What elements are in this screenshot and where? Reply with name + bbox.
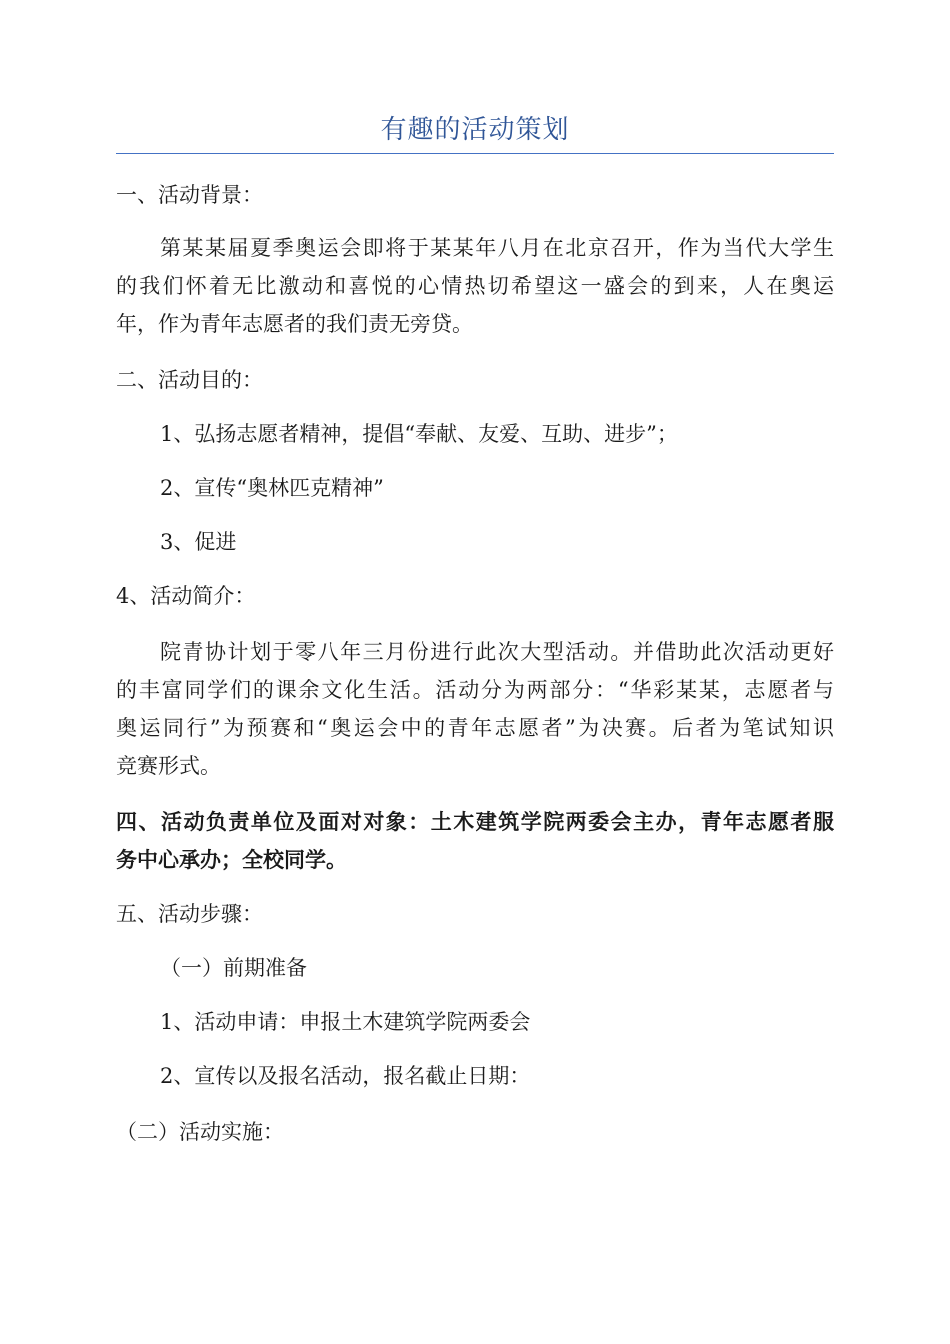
paragraph-line: 奥运同行”为预赛和“奥运会中的青年志愿者”为决赛。后者为笔试知识 <box>116 716 834 740</box>
section-heading-purpose: 二、活动目的： <box>116 368 263 392</box>
section-heading-organizer-cont: 务中心承办；全校同学。 <box>116 848 347 872</box>
section-heading-steps: 五、活动步骤： <box>116 902 263 926</box>
list-item: 1、弘扬志愿者精神，提倡“奉献、友爱、互助、进步”； <box>160 422 678 446</box>
section-heading-background: 一、活动背景： <box>116 183 263 207</box>
paragraph-line: 院青协计划于零八年三月份进行此次大型活动。并借助此次活动更好 <box>160 640 834 664</box>
section-heading-organizer: 四、活动负责单位及面对对象：土木建筑学院两委会主办，青年志愿者服 <box>116 810 834 834</box>
list-item: 3、促进 <box>160 530 237 554</box>
paragraph-line: 年，作为青年志愿者的我们责无旁贷。 <box>116 312 473 336</box>
paragraph-line: 的丰富同学们的课余文化生活。活动分为两部分：“华彩某某，志愿者与 <box>116 678 834 702</box>
list-item: 2、宣传“奥林匹克精神” <box>160 476 384 500</box>
paragraph-line: 竞赛形式。 <box>116 754 221 778</box>
subsection-heading: （一）前期准备 <box>160 956 307 980</box>
list-item: 2、宣传以及报名活动，报名截止日期： <box>160 1064 531 1088</box>
paragraph-line: 第某某届夏季奥运会即将于某某年八月在北京召开，作为当代大学生 <box>160 236 834 260</box>
paragraph-line: 的我们怀着无比激动和喜悦的心情热切希望这一盛会的到来，人在奥运 <box>116 274 834 298</box>
subsection-heading: （二）活动实施： <box>116 1120 284 1144</box>
list-item: 1、活动申请：申报土木建筑学院两委会 <box>160 1010 531 1034</box>
title-underline <box>116 153 834 154</box>
section-heading-intro: 4、活动简介： <box>116 584 256 608</box>
document-title: 有趣的活动策划 <box>380 115 570 145</box>
